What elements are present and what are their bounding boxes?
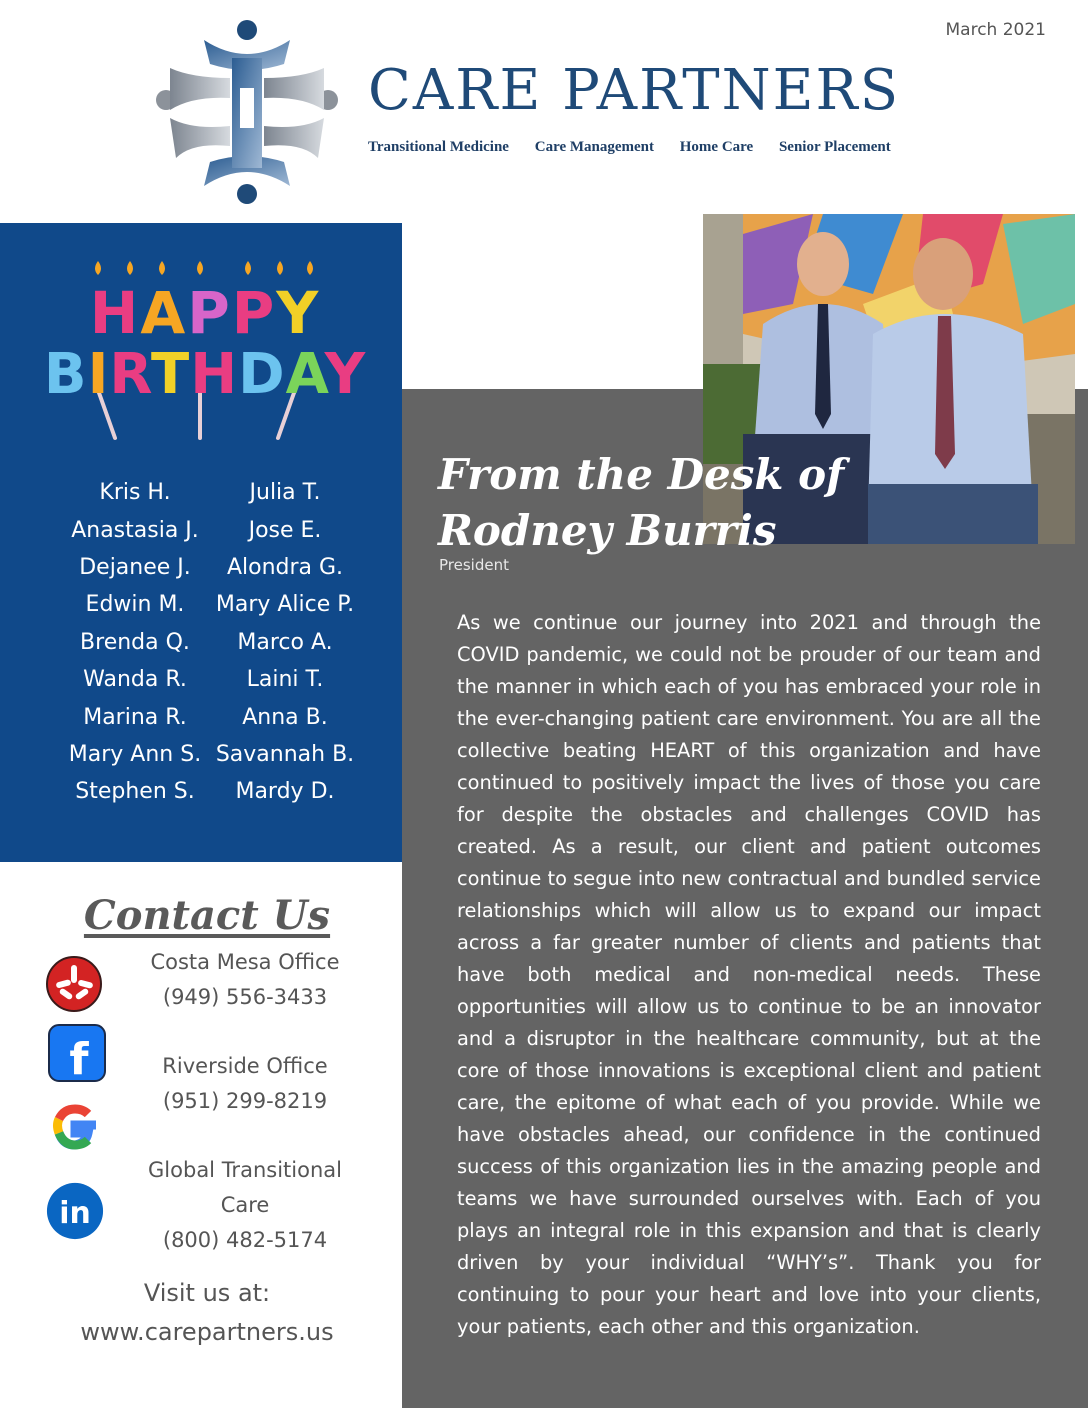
name-row — [60, 661, 360, 698]
birthday-name: Laini T. — [246, 667, 324, 693]
birthday-line2: BIRTHDAY — [43, 342, 367, 407]
visit-label: Visit us at: — [143, 1279, 271, 1307]
service-transitional-medicine: Transitional Medicine — [368, 139, 509, 155]
office-global-transitional — [135, 1153, 355, 1258]
google-icon[interactable] — [46, 1099, 104, 1157]
office-riverside — [135, 1049, 355, 1119]
service-home-care: Home Care — [679, 139, 754, 155]
name-row — [60, 698, 360, 735]
birthday-name: Alondra G. — [226, 554, 344, 580]
office-phone[interactable]: (800) 482-5174 — [162, 1228, 328, 1252]
linkedin-icon[interactable] — [46, 1182, 104, 1240]
website-link[interactable]: www.carepartners.us — [80, 1318, 334, 1346]
name-row — [60, 624, 360, 661]
name-row — [60, 549, 360, 586]
birthday-name: Mary Ann S. — [68, 741, 202, 767]
svg-text:in: in — [59, 1196, 91, 1232]
brand-name: CARE PARTNERS — [368, 58, 901, 123]
desk-title-line2: Rodney Burris — [438, 506, 777, 555]
office-phone[interactable]: (949) 556-3433 — [162, 985, 328, 1009]
birthday-name: Jose E. — [248, 517, 322, 543]
desk-title-line1: From the Desk of — [438, 450, 845, 499]
name-row — [60, 586, 360, 623]
birthday-name: Edwin M. — [85, 592, 185, 618]
birthday-name: Dejanee J. — [79, 554, 191, 580]
service-senior-placement: Senior Placement — [778, 139, 891, 155]
birthday-name: Wanda R. — [83, 667, 187, 693]
desk-title — [438, 447, 898, 559]
birthday-name: Kris H. — [99, 480, 171, 506]
yelp-icon[interactable] — [45, 955, 103, 1013]
contact-title: Contact Us — [83, 892, 331, 939]
birthday-names — [60, 474, 360, 811]
office-name: Global Transitional — [148, 1158, 342, 1182]
name-row — [60, 736, 360, 773]
author-role: President — [439, 556, 509, 574]
office-name: Riverside Office — [162, 1054, 328, 1078]
birthday-name: Julia T. — [249, 480, 321, 506]
birthday-name: Brenda Q. — [80, 629, 190, 655]
birthday-name: Savannah B. — [215, 741, 355, 767]
birthday-name: Anna B. — [242, 704, 328, 730]
birthday-line1: HAPPY — [89, 279, 321, 347]
name-row — [60, 773, 360, 810]
office-phone[interactable]: (951) 299-8219 — [162, 1089, 328, 1113]
birthday-name: Marco A. — [237, 629, 333, 655]
birthday-name: Marina R. — [83, 704, 187, 730]
svg-text:f: f — [69, 1034, 89, 1082]
president-letter: As we continue our journey into 2021 and through the COVID pandemic, we could not be prouder of our team and the manner in which each of you has embraced your role in the ever-changing patient care environment. You are all the collective beating HEART of this organization and have continued to positively impact the lives of those you care for despite the obstacles and challenges COVID has created. As a result, our client and patient outcomes continue to segue into new contractual and bundled service relationships which will allow us to expand our impact across a far greater number of clients and patients that have both medical and non-medical needs. These opportunities will allow us to continue to be an innovator and a disruptor in the healthcare community, but at the core of those innovations is exceptional client and patient care, the epitome of what each of you provide. While we have obstacles ahead, our confidence in the continued success of this organization lies in the amazing people and teams we have surrounded ourselves with. Each of you plays an integral role in this expansion and that is clearly driven by your individual “WHY’s”. Thank you for continuing to pour your heart and love into your clients, your patients, each other and this organization. — [457, 611, 1041, 1338]
happy-birthday-graphic — [40, 255, 370, 450]
office-costa-mesa — [135, 945, 355, 1015]
birthday-name: Stephen S. — [75, 779, 195, 805]
care-partners-logo-icon — [152, 18, 342, 208]
birthday-name: Mardy D. — [235, 779, 335, 805]
name-row — [60, 511, 360, 548]
birthday-name: Mary Alice P. — [215, 592, 355, 618]
newsletter-date: March 2021 — [945, 20, 1046, 40]
services-list — [368, 139, 913, 156]
birthday-name: Anastasia J. — [71, 517, 199, 543]
name-row — [60, 474, 360, 511]
office-name: Costa Mesa Office — [150, 950, 340, 974]
facebook-icon[interactable] — [48, 1024, 106, 1082]
service-care-management: Care Management — [534, 139, 655, 155]
office-name-line2: Care — [220, 1193, 270, 1217]
